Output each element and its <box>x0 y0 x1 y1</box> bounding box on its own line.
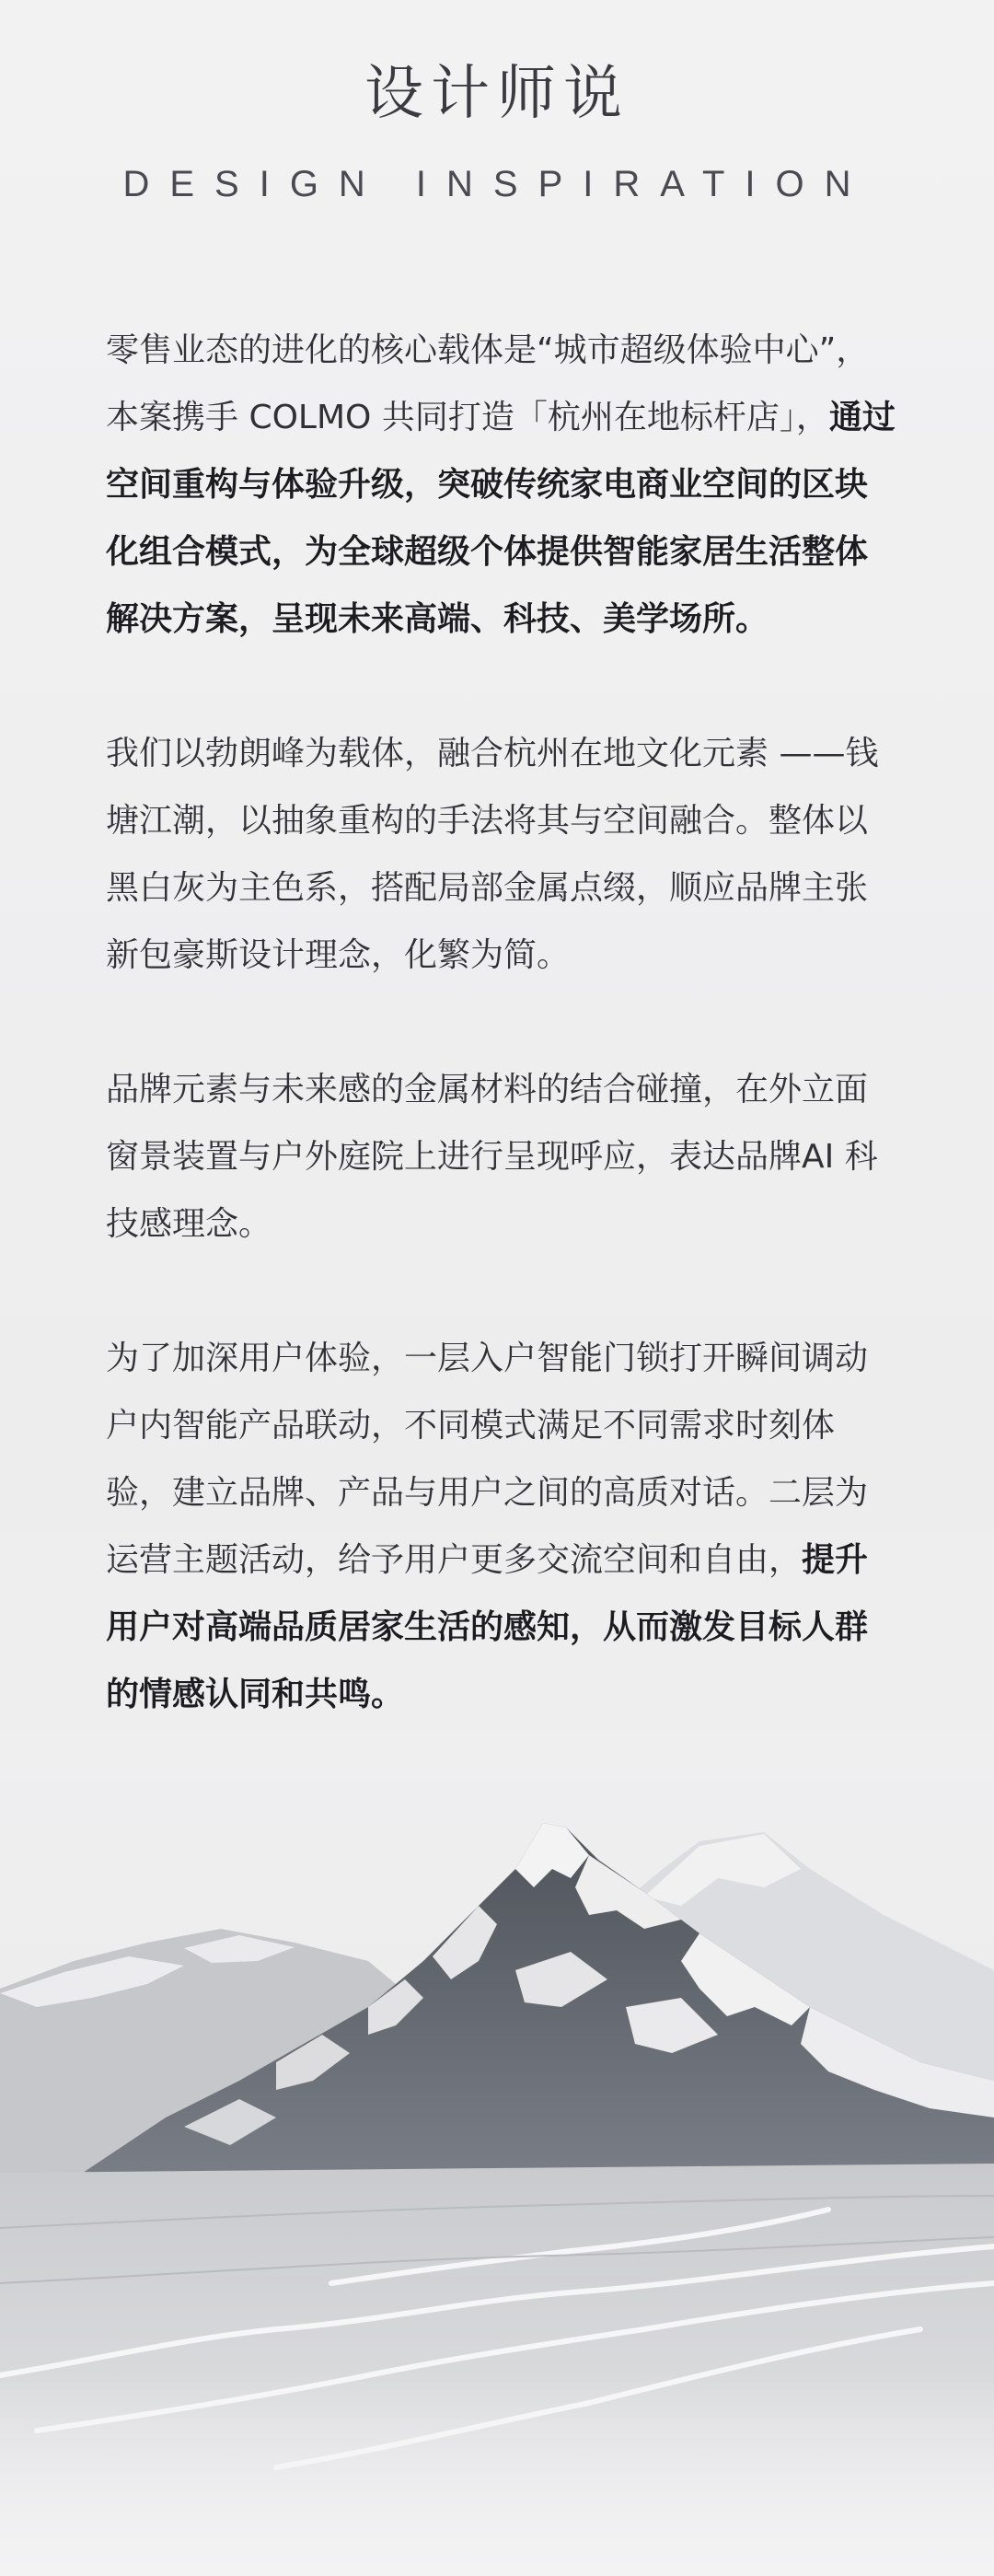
paragraph-3 <box>106 1056 897 1258</box>
paragraph-1-bold: 通过空间重构与体验升级，突破传统家电商业空间的区块化组合模式，为全球超级个体提供智能家居生活整体解决方案，呈现未来高端、科技、美学场所。 <box>106 399 896 638</box>
paragraph-2 <box>106 720 897 989</box>
header <box>0 60 994 204</box>
paragraph-4-text: 为了加深用户体验，一层入户智能门锁打开瞬间调动户内智能产品联动，不同模式满足不同需求时刻体验，建立品牌、产品与用户之间的高质对话。二层为运营主题活动，给予用户更多交流空间和自由， <box>106 1340 869 1579</box>
paragraph-1-text: 零售业态的进化的核心载体是“城市超级体验中心”，本案携手 COLMO 共同打造「杭州在地标杆店」， <box>106 331 870 436</box>
paragraph-2-text: 我们以勃朗峰为载体，融合杭州在地文化元素 ——钱塘江潮，以抽象重构的手法将其与空间融合。整体以黑白灰为主色系，搭配局部金属点缀，顺应品牌主张新包豪斯设计理念，化繁为简。 <box>106 735 879 974</box>
page-title: 设计师说 <box>364 60 630 128</box>
mountain-landscape-image <box>0 1731 994 2576</box>
paragraph-1 <box>106 317 897 653</box>
paragraph-4 <box>106 1325 897 1728</box>
paragraph-4-bold: 提升用户对高端品质居家生活的感知，从而激发目标人群的情感认同和共鸣。 <box>106 1541 869 1713</box>
page-subtitle: DESIGN INSPIRATION <box>122 164 872 204</box>
article-body <box>106 317 897 1795</box>
paragraph-3-text: 品牌元素与未来感的金属材料的结合碰撞，在外立面窗景装置与户外庭院上进行呈现呼应，表达品牌AI 科技感理念。 <box>106 1071 878 1243</box>
